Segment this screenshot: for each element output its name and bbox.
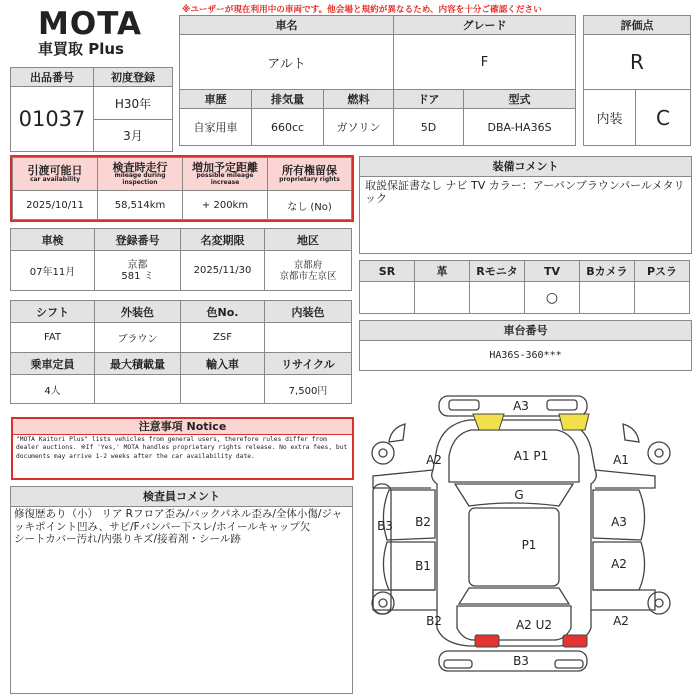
- car-name-value: アルト: [180, 35, 394, 90]
- score-table: [583, 15, 691, 146]
- label-bottom-b3: B3: [513, 654, 529, 668]
- equipment-comment-text: 取説保証書なし ナビ TV カラー：アーバンブラウンパールメタリック: [365, 179, 685, 205]
- history-label: 車歴: [180, 90, 252, 109]
- interior-color-label: 内装色: [265, 301, 352, 323]
- interior-value: C: [636, 90, 691, 146]
- inspector-comment-box: [10, 486, 353, 694]
- region-value: 京都府 京都市左京区: [265, 251, 352, 291]
- transfer-deadline-value: 2025/11/30: [181, 251, 265, 291]
- label-hood-a1-p1: A1 P1: [513, 449, 549, 463]
- listing-table: [10, 67, 173, 152]
- fuel-label: 燃料: [324, 90, 394, 109]
- label-right-rear-a2: A2: [613, 614, 629, 628]
- exterior-color-label: 外装色: [95, 301, 181, 323]
- label-left-front-a2: A2: [426, 453, 442, 467]
- proprietary-rights-value: なし (No): [268, 191, 352, 220]
- import-value: [181, 375, 265, 404]
- inspection-mileage-value: 58,514km: [98, 191, 183, 220]
- feature-value-0: [360, 282, 415, 314]
- chassis-number-value: HA36S-360***: [489, 350, 562, 361]
- front-left-headlight-mark: [473, 414, 504, 430]
- shaken-value: 07年11月: [11, 251, 95, 291]
- wheel-front-left: [372, 442, 394, 464]
- score-label: 評価点: [584, 16, 691, 35]
- label-left-b2: B2: [415, 515, 431, 529]
- grade-value: F: [394, 35, 576, 90]
- door-value: 5D: [394, 109, 464, 146]
- feature-label-0: SR: [360, 261, 415, 282]
- listing-no-value: 01037: [11, 87, 94, 152]
- chassis-number-box: [359, 320, 692, 371]
- mota-logo: [38, 8, 148, 58]
- listing-no-label: 出品番号: [11, 68, 94, 87]
- wheel-rear-right: [648, 592, 670, 614]
- label-right-front-a1: A1: [613, 453, 629, 467]
- max-load-value: [95, 375, 181, 404]
- rear-right-light-mark: [563, 635, 587, 647]
- car-damage-diagram: [359, 378, 690, 696]
- logo-subtitle: 車買取 Plus: [38, 40, 124, 58]
- shaken-label: 車検: [11, 229, 95, 251]
- feature-label-3: TV: [525, 261, 580, 282]
- proprietary-rights-label: 所有権留保 proprietary rights: [268, 158, 352, 191]
- registration-table: [10, 228, 352, 291]
- displacement-label: 排気量: [252, 90, 324, 109]
- import-label: 輸入車: [181, 353, 265, 375]
- feature-value-5: [635, 282, 690, 314]
- notice-title: 注意事項 Notice: [13, 419, 352, 435]
- label-right-a2: A2: [611, 557, 627, 571]
- front-right-headlight-mark: [559, 414, 589, 430]
- feature-value-4: [580, 282, 635, 314]
- label-left-rear-b2: B2: [426, 614, 442, 628]
- rear-light-marks: [475, 635, 587, 647]
- feature-value-3: ○: [525, 282, 580, 314]
- label-rear-a2-u2: A2 U2: [515, 618, 553, 632]
- model-value: DBA-HA36S: [464, 109, 576, 146]
- equipment-comment-title: 装備コメント: [360, 157, 691, 177]
- plate-label: 登録番号: [95, 229, 181, 251]
- inspector-comment-title: 検査員コメント: [11, 487, 352, 507]
- feature-label-5: Pスラ: [635, 261, 690, 282]
- roof-outline: [469, 508, 559, 586]
- door-label: ドア: [394, 90, 464, 109]
- feature-value-2: [470, 282, 525, 314]
- inspector-comment-text: 修復歴あり（小） リア Rフロア歪み/バックパネル歪み/全体小傷/ジャッキポイント凹み、サビ/Fバンパー下スレ/ホイールキャップ欠 シートカバー汚れ/内張りキズ/接着剤・シール跡: [14, 508, 343, 545]
- seats-label: 乗車定員: [11, 353, 95, 375]
- mileage-increase-label: 増加予定距離 possible mileage increase: [183, 158, 268, 191]
- first-reg-month: 3月: [94, 120, 173, 152]
- equipment-comment-box: [359, 156, 692, 254]
- exterior-color-value: ブラウン: [95, 323, 181, 353]
- color-no-value: ZSF: [181, 323, 265, 353]
- fuel-value: ガソリン: [324, 109, 394, 146]
- first-reg-label: 初度登録: [94, 68, 173, 87]
- feature-label-4: Bカメラ: [580, 261, 635, 282]
- notice-text: "MOTA Kaitori Plus" lists vehicles from general users, therefore rules differ from dealer auctions. ※If 'Yes,' MOTA handles proprietary rights release. No extra fees, but documents may arrive 1-2 weeks after the car availability date.: [16, 436, 348, 460]
- score-value: R: [584, 35, 691, 90]
- transfer-deadline-label: 名変期限: [181, 229, 265, 251]
- right-side-panels: [595, 470, 655, 488]
- region-label: 地区: [265, 229, 352, 251]
- label-left-b1: B1: [415, 559, 431, 573]
- mileage-increase-value: + 200km: [183, 191, 268, 220]
- interior-label: 内装: [584, 90, 636, 146]
- right-mirror: [623, 424, 639, 442]
- top-notice: ※ユーザーが現在利用中の車両です。他会場と規約が異なるため、内容を十分ご確認ください: [182, 5, 542, 15]
- feature-value-1: [415, 282, 470, 314]
- recycle-label: リサイクル: [265, 353, 352, 375]
- shift-label: シフト: [11, 301, 95, 323]
- color-no-label: 色No.: [181, 301, 265, 323]
- label-left-b3: B3: [377, 519, 393, 533]
- plate-value: 京都 581 ミ: [95, 251, 181, 291]
- spec-table: [10, 300, 352, 404]
- chassis-number-title: 車台番号: [360, 321, 691, 341]
- interior-color-value: [265, 323, 352, 353]
- left-mirror: [389, 424, 405, 442]
- label-windshield-g: G: [514, 488, 524, 502]
- logo-text: MOTA: [38, 6, 142, 42]
- label-top-a3: A3: [513, 399, 529, 413]
- left-side-panels: [373, 470, 433, 488]
- max-load-label: 最大積載量: [95, 353, 181, 375]
- mileage-table: [12, 157, 352, 220]
- car-name-label: 車名: [180, 16, 394, 35]
- label-right-a3: A3: [611, 515, 627, 529]
- availability-label: 引渡可能日 car availability: [13, 158, 98, 191]
- feature-label-1: 革: [415, 261, 470, 282]
- car-info-table: [179, 15, 576, 146]
- label-roof-p1: P1: [521, 538, 537, 552]
- availability-value: 2025/10/11: [13, 191, 98, 220]
- grade-label: グレード: [394, 16, 576, 35]
- model-label: 型式: [464, 90, 576, 109]
- recycle-value: 7,500円: [265, 375, 352, 404]
- displacement-value: 660cc: [252, 109, 324, 146]
- notice-box: [11, 417, 354, 480]
- rear-left-light-mark: [475, 635, 499, 647]
- seats-value: 4人: [11, 375, 95, 404]
- feature-label-2: Rモニタ: [470, 261, 525, 282]
- features-table: [359, 260, 690, 314]
- wheel-front-right: [648, 442, 670, 464]
- inspection-mileage-label: 検査時走行 mileage during inspection: [98, 158, 183, 191]
- history-value: 自家用車: [180, 109, 252, 146]
- first-reg-year: H30年: [94, 87, 173, 120]
- shift-value: FAT: [11, 323, 95, 353]
